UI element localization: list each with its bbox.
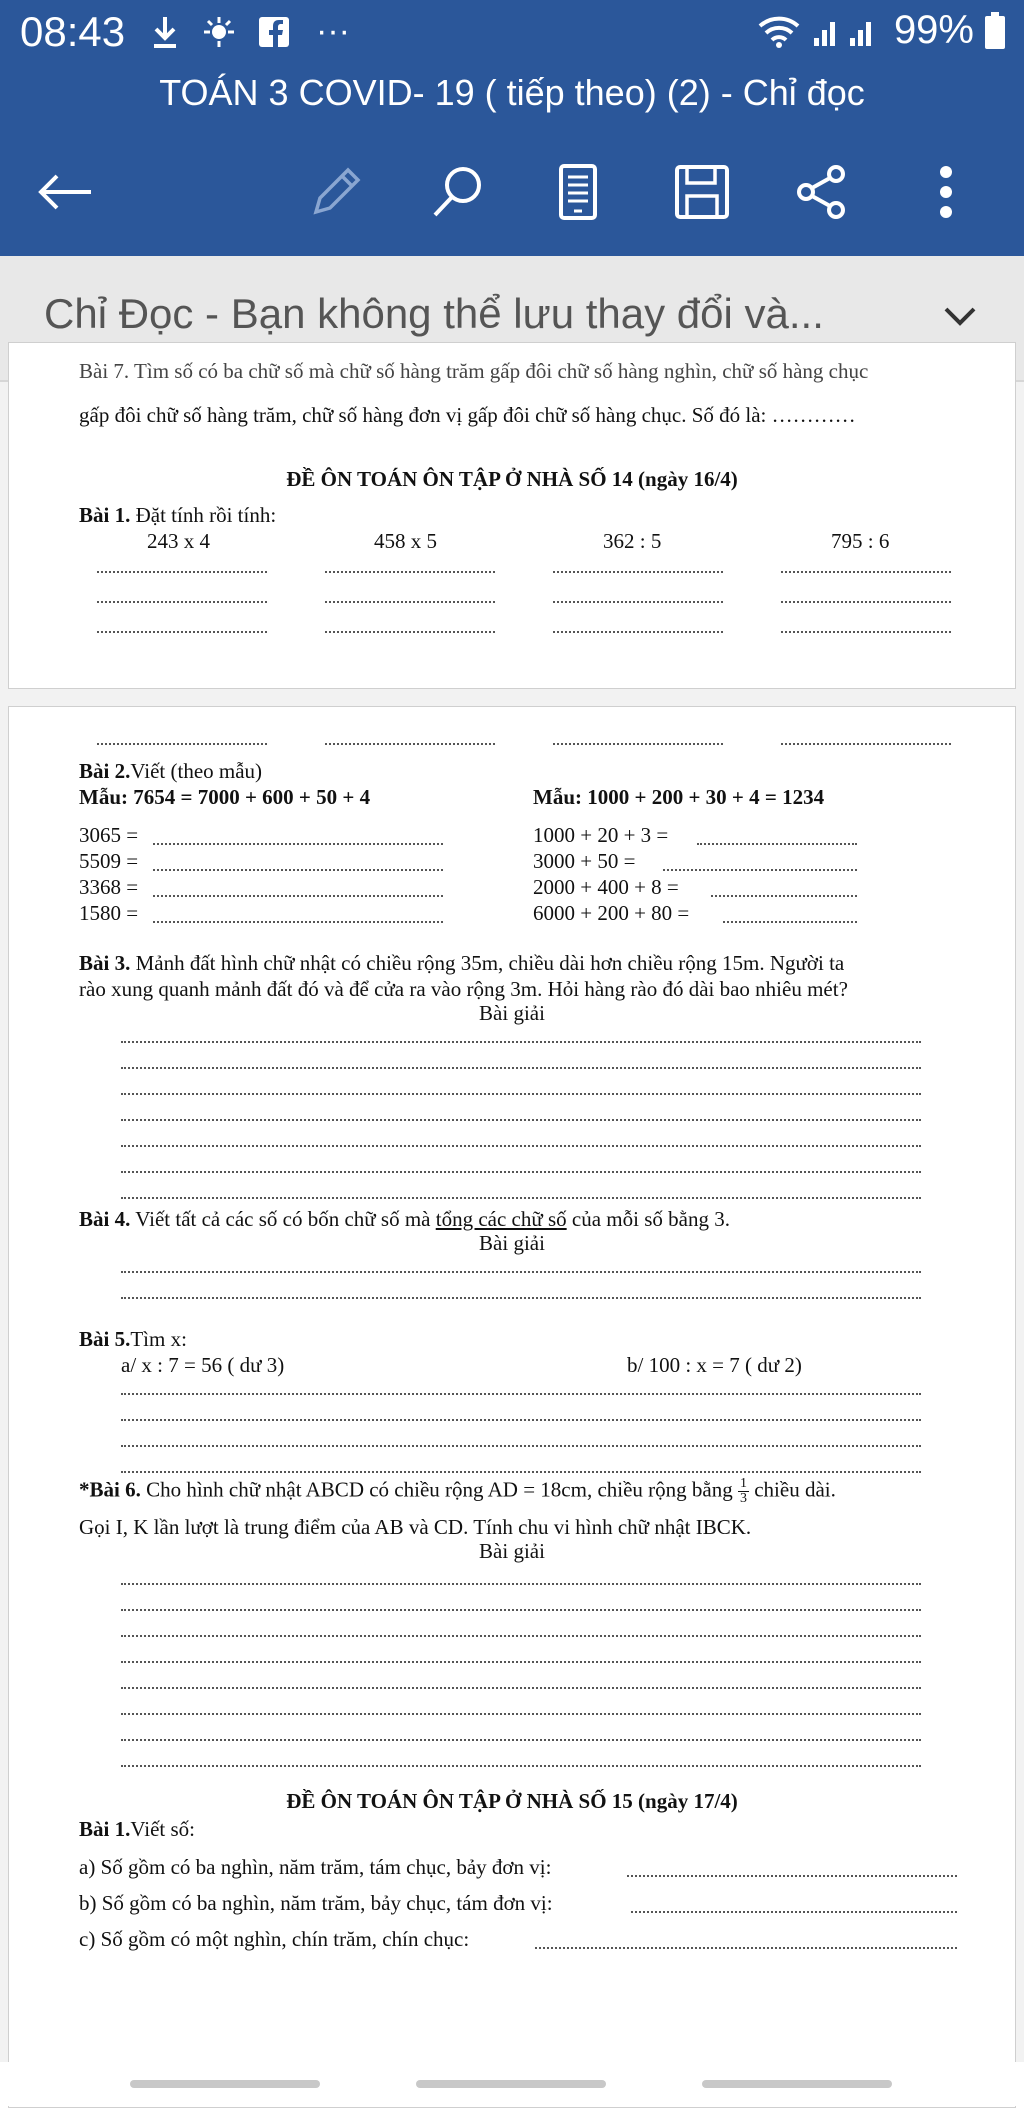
answer-line xyxy=(553,743,723,745)
bai6-label: *Bài 6. xyxy=(79,1477,141,1502)
bai3-line2: rào xung quanh mảnh đất đó và để cửa ra vào rộng 3m. Hỏi hàng rào đó dài bao nhiêu mét? xyxy=(79,977,848,1001)
answer-line xyxy=(723,921,857,923)
answer-line xyxy=(121,1471,921,1473)
bai6-text-pre: Cho hình chữ nhật ABCD có chiều rộng AD = 18cm, chiều rộng bằng xyxy=(146,1477,733,1502)
more-options-button[interactable] xyxy=(914,160,978,224)
bai4-label: Bài 4. xyxy=(79,1207,131,1231)
calc-4: 795 : 6 xyxy=(831,529,890,553)
b15-heading xyxy=(79,1817,195,1842)
bai6-line1 xyxy=(79,1477,836,1506)
solution-label: Bài giải xyxy=(479,1001,545,1025)
answer-line xyxy=(121,1739,921,1741)
search-icon xyxy=(429,163,487,221)
answer-line xyxy=(97,743,267,745)
answer-line xyxy=(325,571,495,573)
answer-line xyxy=(325,601,495,603)
fraction-numerator: 1 xyxy=(739,1476,747,1491)
answer-line xyxy=(97,601,267,603)
bai5-b: b/ 100 : x = 7 ( dư 2) xyxy=(627,1353,802,1377)
read-only-message: Chỉ Đọc - Bạn không thể lưu thay đổi và... xyxy=(44,290,824,337)
answer-line xyxy=(121,1419,921,1421)
answer-line xyxy=(781,601,951,603)
fraction-one-third xyxy=(738,1477,749,1506)
sum-item-1: 1000 + 20 + 3 = xyxy=(533,823,669,847)
document-page-2 xyxy=(8,706,1016,2108)
bai4-text-post: của mỗi số bằng 3. xyxy=(571,1207,730,1231)
solution-label: Bài giải xyxy=(479,1231,545,1255)
bai5-text: Tìm x: xyxy=(130,1327,187,1351)
battery-icon xyxy=(984,12,1006,50)
example-left: Mẫu: 7654 = 7000 + 600 + 50 + 4 xyxy=(79,785,371,809)
expand-item-3: 3368 = xyxy=(79,875,139,899)
status-overflow: ··· xyxy=(316,12,350,50)
status-bar xyxy=(0,0,1024,64)
sum-item-3: 2000 + 400 + 8 = xyxy=(533,875,679,899)
mobile-view-icon xyxy=(558,163,598,221)
answer-line xyxy=(663,869,857,871)
bai3-text-1: Mảnh đất hình chữ nhật có chiều rộng 35m, chiều dài hơn chiều rộng 15m. Người ta xyxy=(135,951,845,975)
answer-line xyxy=(97,631,267,633)
expand-banner-button[interactable] xyxy=(940,296,980,341)
answer-line xyxy=(97,571,267,573)
expand-item-4: 1580 = xyxy=(79,901,139,925)
back-button[interactable] xyxy=(32,160,96,224)
answer-line xyxy=(153,869,443,871)
share-button[interactable] xyxy=(790,160,854,224)
back-arrow-icon xyxy=(35,172,93,212)
answer-line xyxy=(553,631,723,633)
expand-item-2: 5509 = xyxy=(79,849,139,873)
answer-line xyxy=(121,1713,921,1715)
battery-percent: 99% xyxy=(893,8,974,52)
answer-line xyxy=(121,1067,921,1069)
scroll-indicator xyxy=(416,2080,606,2088)
calc-3: 362 : 5 xyxy=(603,529,662,553)
answer-line xyxy=(121,1093,921,1095)
bai4-line xyxy=(79,1207,730,1232)
answer-line xyxy=(153,921,443,923)
answer-line xyxy=(121,1765,921,1767)
bai1-heading xyxy=(79,503,276,528)
answer-line xyxy=(121,1119,921,1121)
answer-line xyxy=(121,1145,921,1147)
answer-line xyxy=(121,1297,921,1299)
bai5-label: Bài 5. xyxy=(79,1327,131,1351)
bai2-label: Bài 2. xyxy=(79,759,131,783)
b15-b: b) Số gồm có ba nghìn, năm trăm, bảy chục, tám đơn vị: xyxy=(79,1891,553,1915)
answer-line xyxy=(121,1171,921,1173)
document-page-1 xyxy=(8,342,1016,689)
cut-off-text: Bài 7. Tìm số có ba chữ số mà chữ số hàng trăm gấp đôi chữ số hàng nghìn, chữ số hàng chục xyxy=(79,359,869,383)
b15-label: Bài 1. xyxy=(79,1817,131,1841)
bai2-text: Viết (theo mẫu) xyxy=(130,759,263,783)
system-nav-bar xyxy=(0,2062,1024,2106)
answer-line xyxy=(781,571,951,573)
save-button[interactable] xyxy=(670,160,734,224)
search-button[interactable] xyxy=(426,160,490,224)
edit-button[interactable] xyxy=(304,160,368,224)
answer-line xyxy=(121,1197,921,1199)
answer-line xyxy=(153,843,443,845)
calc-1: 243 x 4 xyxy=(147,529,210,553)
answer-line xyxy=(121,1635,921,1637)
bai6-line2: Gọi I, K lần lượt là trung điểm của AB và CD. Tính chu vi hình chữ nhật IBCK. xyxy=(79,1515,752,1539)
answer-line xyxy=(627,1875,957,1877)
b15-a: a) Số gồm có ba nghìn, năm trăm, tám chục, bảy đơn vị: xyxy=(79,1855,552,1879)
bai5-a: a/ x : 7 = 56 ( dư 3) xyxy=(121,1353,285,1377)
status-time: 08:43 xyxy=(20,8,126,55)
wifi-icon xyxy=(756,14,802,48)
app-header xyxy=(0,0,1024,256)
document-viewer[interactable] xyxy=(0,359,1024,2062)
toolbar xyxy=(0,150,1024,230)
signal-icon xyxy=(812,14,884,48)
exam-heading-14: ĐỀ ÔN TOÁN ÔN TẬP Ở NHÀ SỐ 14 (ngày 16/4) xyxy=(286,467,738,491)
sum-item-4: 6000 + 200 + 80 = xyxy=(533,901,690,925)
download-icon xyxy=(150,15,180,49)
scroll-indicator xyxy=(130,2080,320,2088)
answer-line xyxy=(631,1911,957,1913)
answer-line xyxy=(325,631,495,633)
bai3-label: Bài 3. xyxy=(79,951,131,975)
more-vertical-icon xyxy=(938,164,954,220)
bai1-text: Đặt tính rồi tính: xyxy=(135,503,277,527)
answer-line xyxy=(781,743,951,745)
answer-line xyxy=(325,743,495,745)
answer-line xyxy=(553,571,723,573)
solution-label: Bài giải xyxy=(479,1539,545,1563)
answer-line xyxy=(535,1947,957,1949)
answer-line xyxy=(553,601,723,603)
b15-text: Viết số: xyxy=(130,1817,195,1841)
answer-line xyxy=(121,1687,921,1689)
bai2-heading xyxy=(79,759,262,784)
calc-2: 458 x 5 xyxy=(374,529,437,553)
answer-line xyxy=(781,631,951,633)
share-icon xyxy=(794,164,850,220)
answer-line xyxy=(121,1609,921,1611)
answer-line xyxy=(121,1271,921,1273)
answer-line xyxy=(121,1393,921,1395)
exam-heading-15: ĐỀ ÔN TOÁN ÔN TẬP Ở NHÀ SỐ 15 (ngày 17/4) xyxy=(286,1789,738,1813)
edit-pencil-icon xyxy=(308,164,364,220)
answer-line xyxy=(121,1583,921,1585)
chevron-down-icon xyxy=(940,296,980,336)
answer-line xyxy=(121,1041,921,1043)
facebook-icon xyxy=(258,16,290,48)
scroll-indicator xyxy=(702,2080,892,2088)
bai5-heading xyxy=(79,1327,187,1352)
bai3-line1 xyxy=(79,951,844,976)
answer-line xyxy=(153,895,443,897)
document-title: TOÁN 3 COVID- 19 ( tiếp theo) (2) - Chỉ đọc xyxy=(159,72,865,113)
example-right: Mẫu: 1000 + 200 + 30 + 4 = 1234 xyxy=(533,785,825,809)
answer-line xyxy=(697,843,857,845)
bai7-text: gấp đôi chữ số hàng trăm, chữ số hàng đơn vị gấp đôi chữ số hàng chục. Số đó là: ………… xyxy=(79,403,856,427)
weather-icon xyxy=(200,15,238,49)
fraction-denominator: 3 xyxy=(739,1491,747,1506)
bai4-text-pre: Viết tất cả các số có bốn chữ số mà xyxy=(135,1207,431,1231)
save-icon xyxy=(674,164,730,220)
bai4-underline: tổng các chữ số xyxy=(435,1207,567,1231)
bai1-label: Bài 1. xyxy=(79,503,131,527)
sum-item-2: 3000 + 50 = xyxy=(533,849,636,873)
bai6-text-post: chiều dài. xyxy=(754,1477,836,1502)
answer-line xyxy=(121,1445,921,1447)
expand-item-1: 3065 = xyxy=(79,823,139,847)
b15-c: c) Số gồm có một nghìn, chín trăm, chín chục: xyxy=(79,1927,470,1951)
answer-line xyxy=(711,895,857,897)
mobile-view-button[interactable] xyxy=(546,160,610,224)
answer-line xyxy=(121,1661,921,1663)
